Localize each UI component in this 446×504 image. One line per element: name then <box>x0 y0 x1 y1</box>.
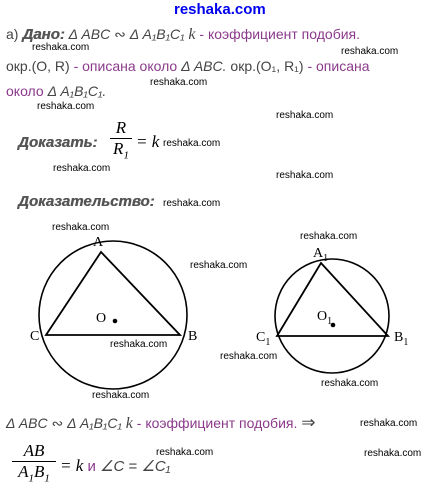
site-watermark: reshaka.com <box>174 1 266 18</box>
watermark: reshaka.com <box>150 77 208 88</box>
similar-sign: ∾ <box>114 26 126 42</box>
circumcircle-1 <box>39 241 187 389</box>
watermark: reshaka.com <box>276 110 334 121</box>
prove-label: Доказать: <box>18 134 98 151</box>
watermark: reshaka.com <box>341 46 399 57</box>
triangle-a1b1c1: Δ A₁B₁C₁. <box>47 83 107 99</box>
triangle-abc-shape <box>46 252 180 335</box>
circle-1: окр.(O, R) <box>6 58 70 74</box>
conclusion-coef-text: - коэффициент подобия. <box>136 415 298 431</box>
watermark: reshaka.com <box>163 198 221 209</box>
circle-2: окр.(O₁, R₁) <box>230 58 304 74</box>
coef-text: - коэффициент подобия. <box>199 26 361 42</box>
vertex-c1-label: $C_1$ <box>256 330 271 348</box>
watermark: reshaka.com <box>360 418 418 429</box>
conclusion-triangle-abc: Δ ABC <box>6 415 48 431</box>
watermark: reshaka.com <box>276 170 334 181</box>
watermark: reshaka.com <box>190 260 248 271</box>
vertex-a1-label: $A_1$ <box>313 246 329 264</box>
watermark: reshaka.com <box>364 448 422 459</box>
angle-c1: ∠C₁ <box>141 458 171 475</box>
figure-1 <box>30 235 197 389</box>
proof-label: Доказательство: <box>18 193 155 210</box>
prove-numerator: R <box>115 118 127 137</box>
part-prefix: а) <box>6 26 19 42</box>
equals-sign: = <box>128 458 138 475</box>
conclusion-triangle-a1b1c1: Δ A₁B₁C₁ <box>67 415 122 431</box>
watermark: reshaka.com <box>53 163 111 174</box>
implies-arrow: ⇒ <box>301 413 316 432</box>
prove-rhs: = k <box>136 132 160 151</box>
conclusion-rhs: = k <box>60 456 84 475</box>
angle-c: ∠C <box>100 458 125 475</box>
watermark: reshaka.com <box>300 231 358 242</box>
conclusion-k: k <box>125 415 133 432</box>
vertex-b-label: B <box>188 329 198 344</box>
watermark: reshaka.com <box>92 390 150 401</box>
given-triangle-abc: Δ ABC <box>68 26 111 42</box>
coef-k: k <box>188 26 196 43</box>
vertex-c-label: C <box>30 329 40 344</box>
watermark: reshaka.com <box>156 447 214 458</box>
watermark: reshaka.com <box>321 378 379 389</box>
circle-2-text: - описана <box>307 58 370 74</box>
conclusion-similar-sign: ∾ <box>51 415 64 431</box>
vertex-b1-label: $B_1$ <box>394 330 409 348</box>
watermark: reshaka.com <box>220 351 278 362</box>
conclusion-line-1 <box>6 413 316 433</box>
conclusion-numerator: AB <box>23 441 45 460</box>
and-text: и <box>87 458 96 475</box>
conclusion-denominator: $A_1B_1$ <box>18 462 50 485</box>
center-o1-label: $O_1$ <box>317 309 333 327</box>
watermark: reshaka.com <box>52 222 110 233</box>
conclusion-rhs-group <box>60 456 170 476</box>
watermark: reshaka.com <box>110 339 168 350</box>
triangle-abc: Δ ABC. <box>181 58 227 74</box>
prove-denominator: $R_1$ <box>113 139 129 162</box>
center-o-label: O <box>96 311 107 326</box>
watermark: reshaka.com <box>163 138 221 149</box>
center-o-point <box>113 319 118 324</box>
around-text: около <box>6 83 44 99</box>
watermark: reshaka.com <box>37 101 95 112</box>
vertex-a-label: A <box>93 235 104 250</box>
conclusion-fraction <box>12 441 56 484</box>
given-label: Дано: <box>22 26 65 43</box>
circle-1-text: - описана около <box>73 58 178 74</box>
figure-2 <box>256 246 408 373</box>
watermark: reshaka.com <box>32 42 90 53</box>
given-triangle-a1b1c1: Δ A₁B₁C₁ <box>129 26 185 42</box>
